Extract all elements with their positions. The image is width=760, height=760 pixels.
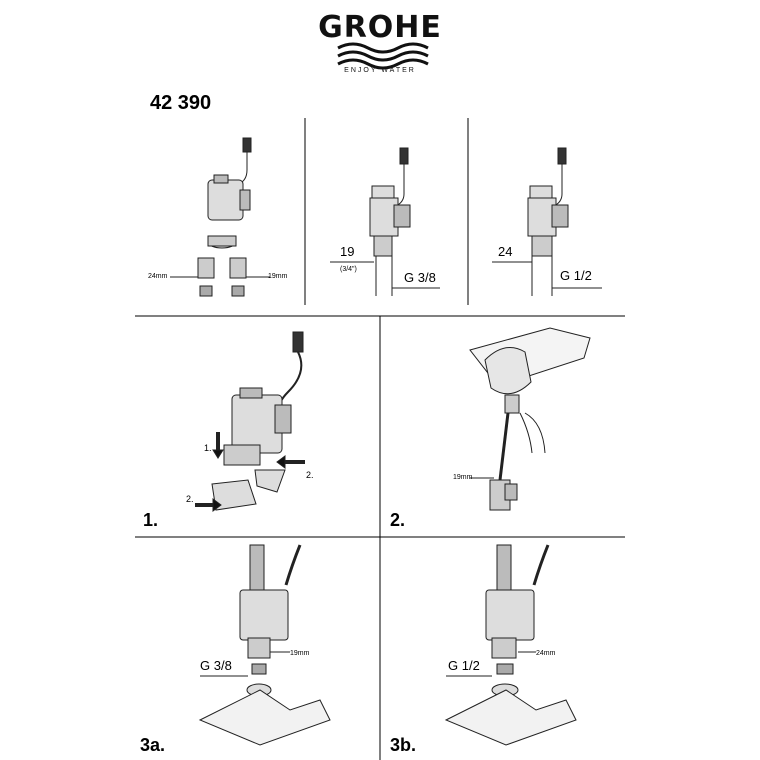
- wrench-size-label: 24mm: [536, 650, 556, 657]
- brand-tagline: ENJOY WATER: [344, 67, 416, 74]
- wrench-size-inch-label: (3/4"): [340, 266, 357, 273]
- thread-size-label: G 1/2: [560, 268, 592, 283]
- step-number: 1.: [143, 510, 159, 530]
- wrench-size-label: 19mm: [290, 650, 310, 657]
- step2-faucet-illustration: [470, 328, 590, 510]
- step1-assembly-illustration: [195, 332, 305, 511]
- step-number: 2.: [390, 510, 406, 530]
- thread-size-label: G 1/2: [448, 658, 480, 673]
- thread-size-label: G 3/8: [200, 658, 232, 673]
- wrench-size-19-label: 19mm: [268, 273, 288, 280]
- step-number: 3a.: [140, 735, 166, 755]
- step-number: 3b.: [390, 735, 417, 755]
- step3a-connection-illustration: [200, 545, 330, 745]
- wrench-size-24-label: 24mm: [148, 273, 168, 280]
- wrench-size-label: 24: [498, 244, 513, 259]
- model-number: 42 390: [150, 92, 212, 114]
- brand-waves-icon: [338, 44, 428, 68]
- wrench-size-label: 19mm: [453, 474, 473, 481]
- arrow-step-label: 2.: [306, 470, 314, 480]
- step3b-connection-illustration: [446, 545, 576, 745]
- wrench-size-label: 19: [340, 244, 355, 259]
- arrow-step-label: 2.: [186, 494, 194, 504]
- thread-size-label: G 3/8: [404, 270, 436, 285]
- brand-logo-text: GROHE: [318, 10, 442, 45]
- valve-parts-illustration: [170, 138, 270, 296]
- arrow-step-label: 1.: [204, 443, 212, 453]
